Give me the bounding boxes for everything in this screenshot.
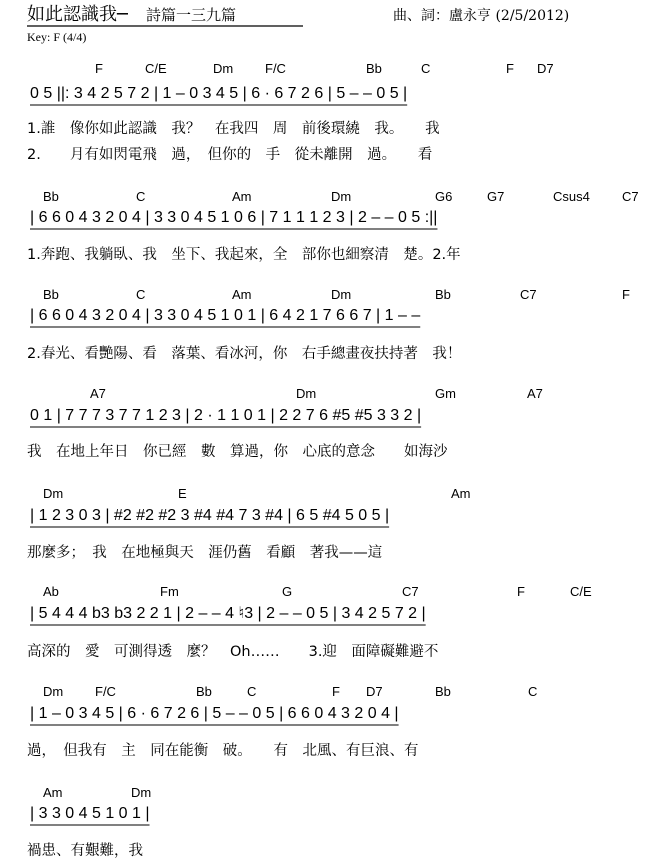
chord-symbol: F: [517, 584, 525, 599]
key-signature: Key: F (4/4): [27, 30, 87, 44]
chord-symbol: Gm: [435, 386, 456, 401]
chord-symbol: G: [282, 584, 293, 599]
chord-symbol: D7: [537, 61, 554, 76]
numbered-notation: | 6 6 0 4 3 2 0 4 | 3 3 0 4 5 1 0 6 | 7 1 1 1 2 3 | 2 – – 0 5 :||: [30, 209, 438, 226]
song-credit: 曲、詞：盧永亨 (2/5/2012): [393, 8, 570, 24]
song-title: 如此認識我─: [27, 4, 128, 25]
chord-symbol: Am: [232, 287, 252, 302]
lyric-line: 我 在地上年日 你已經 數 算過，你 心底的意念 如海沙: [27, 444, 448, 460]
chord-symbol: C: [528, 684, 538, 699]
lyric-line: 禍患、有艱難，我: [27, 843, 143, 859]
numbered-notation: | 3 3 0 4 5 1 0 1 |: [30, 805, 150, 822]
chord-symbol: G7: [487, 189, 505, 204]
song-subtitle: 詩篇一三九篇: [146, 6, 237, 24]
chord-symbol: C: [247, 684, 257, 699]
chord-symbol: F: [506, 61, 514, 76]
numbered-notation: | 1 2 3 0 3 | #2 #2 #2 3 #4 #4 7 3 #4 | 6 5 #4 5 0 5 |: [30, 507, 390, 524]
numbered-notation: 0 1 | 7 7 7 3 7 7 1 2 3 | 2 · 1 1 0 1 | 2 2 7 6 #5 #5 3 3 2 |: [30, 407, 422, 424]
chord-symbol: F: [332, 684, 340, 699]
chord-symbol: Ab: [43, 584, 59, 599]
chord-symbol: Fm: [160, 584, 179, 599]
numbered-notation: | 5 4 4 4 b3 b3 2 2 1 | 2 – – 4 ♮3 | 2 – – 0 5 | 3 4 2 5 7 2 |: [30, 605, 426, 622]
chord-symbol: Am: [451, 486, 471, 501]
chord-symbol: Bb: [435, 684, 451, 699]
chord-symbol: Bb: [196, 684, 212, 699]
chord-symbol: Am: [43, 785, 63, 800]
chord-symbol: E: [178, 486, 187, 501]
lyric-line: 高深的 愛 可測得透 麼？ Oh…… 3.迎 面障礙難避不: [27, 644, 439, 660]
chord-symbol: F: [622, 287, 630, 302]
chord-symbol: Dm: [296, 386, 317, 401]
lyric-line: 2.春光、看艷陽、看 落葉、看冰河，你 右手總畫夜扶持著 我！: [27, 346, 462, 362]
chord-symbol: A7: [90, 386, 106, 401]
lyric-line: 2. 月有如閃電飛 過， 但你的 手 從未離開 過。 看: [27, 147, 433, 163]
chord-symbol: G6: [435, 189, 453, 204]
chord-symbol: F: [95, 61, 103, 76]
chord-symbol: Dm: [43, 486, 64, 501]
chord-symbol: Dm: [331, 189, 352, 204]
lyric-line: 1.奔跑、我躺臥、我 坐下、我起來，全 部你也細察清 楚。2.年: [27, 247, 461, 263]
chord-symbol: A7: [527, 386, 543, 401]
chord-symbol: C: [136, 189, 146, 204]
chord-symbol: Dm: [331, 287, 352, 302]
chord-symbol: C: [421, 61, 431, 76]
chord-symbol: Dm: [43, 684, 64, 699]
chord-symbol: D7: [366, 684, 383, 699]
chord-symbol: C/E: [570, 584, 592, 599]
chord-symbol: Bb: [43, 189, 59, 204]
chord-symbol: Bb: [43, 287, 59, 302]
numbered-notation: | 6 6 0 4 3 2 0 4 | 3 3 0 4 5 1 0 1 | 6 4 2 1 7 6 6 7 | 1 – –: [30, 307, 421, 324]
chord-symbol: Dm: [213, 61, 234, 76]
lyric-line: 1.誰 像你如此認識 我？ 在我四 周 前後環繞 我。 我: [27, 121, 440, 137]
chord-symbol: F/C: [95, 684, 116, 699]
chord-symbol: Bb: [366, 61, 382, 76]
chord-symbol: Am: [232, 189, 252, 204]
chord-symbol: Bb: [435, 287, 451, 302]
numbered-notation: 0 5 ||: 3 4 2 5 7 2 | 1 – 0 3 4 5 | 6 · 6 7 2 6 | 5 – – 0 5 |: [30, 85, 408, 102]
numbered-notation: | 1 – 0 3 4 5 | 6 · 6 7 2 6 | 5 – – 0 5 | 6 6 0 4 3 2 0 4 |: [30, 705, 399, 722]
chord-symbol: C7: [520, 287, 537, 302]
chord-symbol: Csus4: [553, 189, 590, 204]
chord-symbol: C7: [622, 189, 639, 204]
chord-symbol: C/E: [145, 61, 167, 76]
chord-symbol: C: [136, 287, 146, 302]
chord-symbol: Dm: [131, 785, 152, 800]
chord-symbol: F/C: [265, 61, 286, 76]
lyric-line: 過， 但我有 主 同在能衡 破。 有 北風、有巨浪、有: [27, 743, 419, 759]
title-underline: [0, 0, 668, 40]
lyric-line: 那麼多； 我 在地極與天 涯仍舊 看顧 著我——這: [27, 545, 383, 561]
chord-symbol: C7: [402, 584, 419, 599]
